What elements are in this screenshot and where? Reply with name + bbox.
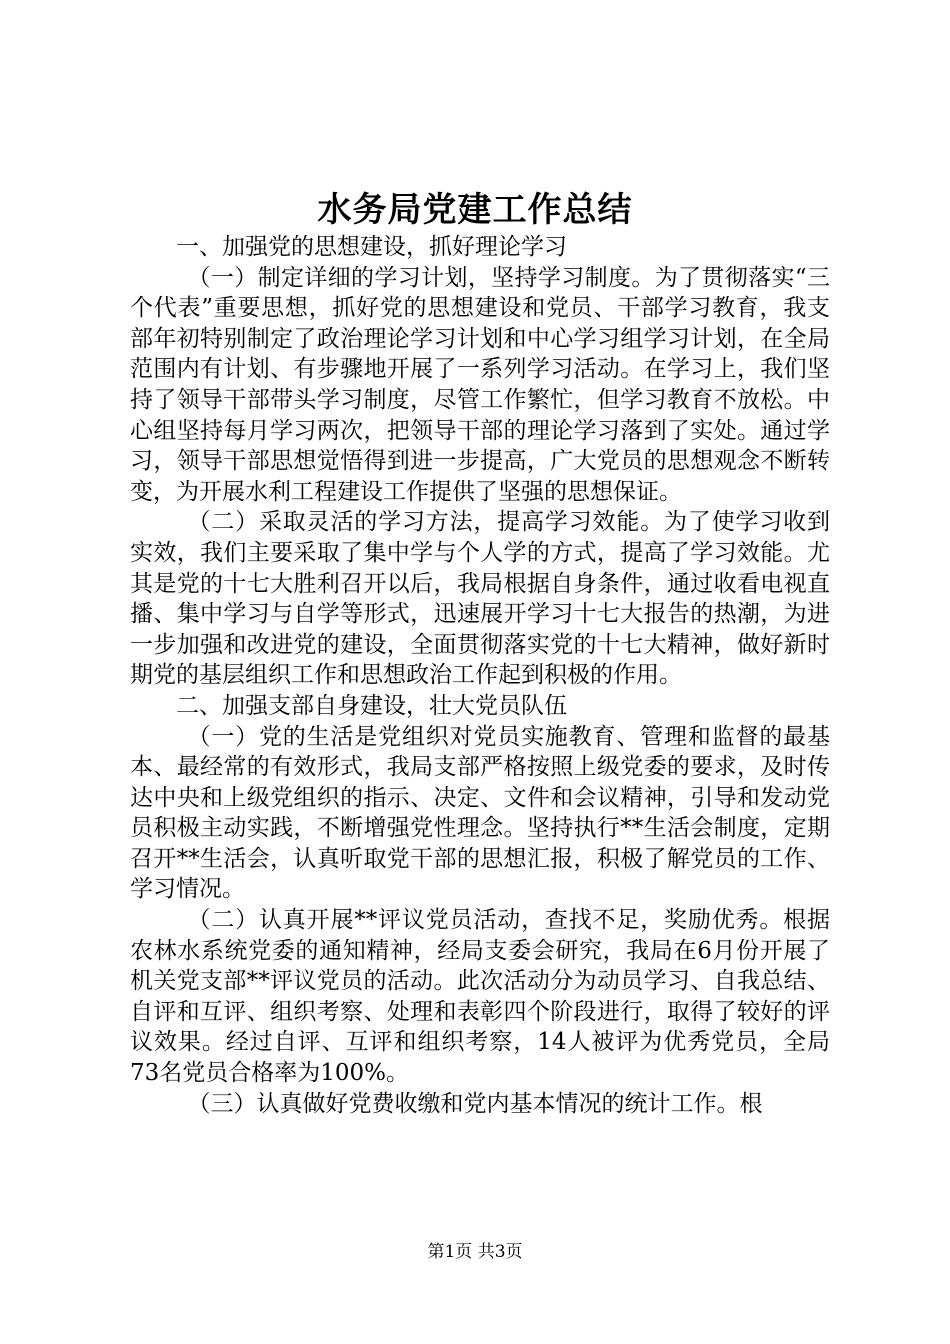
- paragraph-1-2: （二）采取灵活的学习方法，提高学习效能。为了使学习收到实效，我们主要采取了集中学与个人学的方式，提高了学习效能。尤其是党的十七大胜利召开以后，我局根据自身条件，通过收看电视直播、集中学习与自学等形式，迅速展开学习十七大报告的热潮，为进一步加强和改进党的建设，全面贯彻落实党的十七大精神，做好新时期党的基层组织工作和思想政治工作起到积极的作用。: [130, 509, 830, 689]
- paragraph-1-1: （一）制定详细的学习计划，坚持学习制度。为了贯彻落实“三个代表”重要思想，抓好党的思想建设和党员、干部学习教育，我支部年初特别制定了政治理论学习计划和中心学习组学习计划，在全局范围内有计划、有步骤地开展了一系列学习活动。在学习上，我们坚持了领导干部带头学习制度，尽管工作繁忙，但学习教育不放松。中心组坚持每月学习两次，把领导干部的理论学习落到了实处。通过学习，领导干部思想觉悟得到进一步提高，广大党员的思想观念不断转变，为开展水利工程建设工作提供了坚强的思想保证。: [130, 264, 830, 505]
- document-body: [130, 232, 830, 1119]
- paragraph-2-2: （二）认真开展**评议党员活动，查找不足，奖励优秀。根据农林水系统党委的通知精神，经局支委会研究，我局在6月份开展了机关党支部**评议党员的活动。此次活动分为动员学习、自我总结、自评和互评、组织考察、处理和表彰四个阶段进行，取得了较好的评议效果。经过自评、互评和组织考察，14人被评为优秀党员，全局73名党员合格率为100%。: [130, 907, 830, 1087]
- paragraph-2-1: （一）党的生活是党组织对党员实施教育、管理和监督的最基本、最经常的有效形式，我局支部严格按照上级党委的要求，及时传达中央和上级党组织的指示、决定、文件和会议精神，引导和发动党员积极主动实践，不断增强党性理念。坚持执行**生活会制度，定期召开**生活会，认真听取党干部的思想汇报，积极了解党员的工作、学习情况。: [130, 723, 830, 903]
- section-heading-1: 一、加强党的思想建设，抓好理论学习: [176, 234, 567, 260]
- document-title: 水务局党建工作总结: [317, 190, 633, 230]
- paragraph-2-3: （三）认真做好党费收缴和党内基本情况的统计工作。根: [187, 1090, 763, 1117]
- page-footer: 第1页 共3页: [427, 1242, 523, 1262]
- section-heading-2: 二、加强支部自身建设，壮大党员队伍: [176, 692, 567, 719]
